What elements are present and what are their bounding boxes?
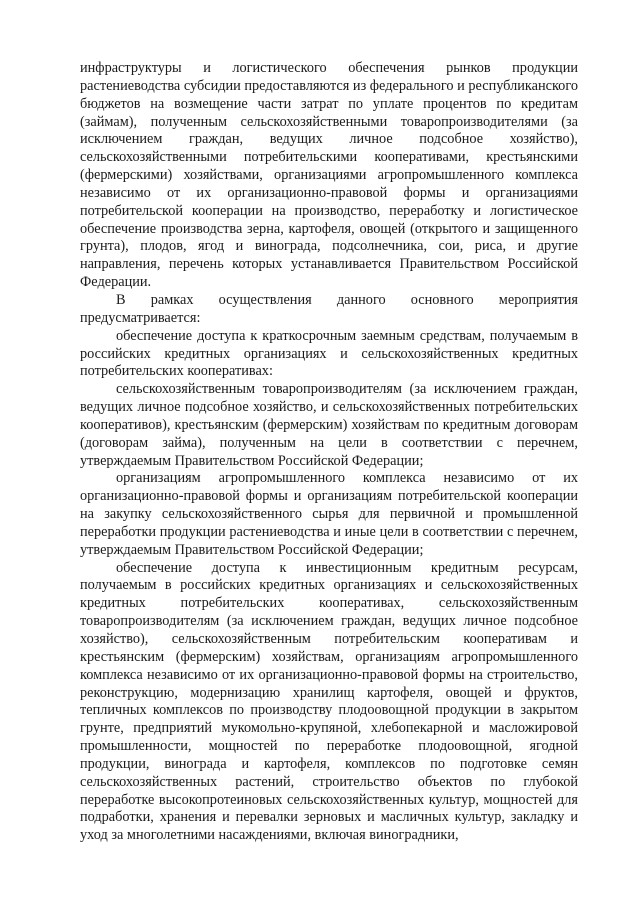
paragraph-2: В рамках осуществления данного основного мероприятия предусматривается:: [80, 291, 578, 326]
document-body: [80, 60, 578, 845]
paragraph-1: инфраструктуры и логистического обеспечения рынков продукции растениеводства субсидии предоставляются из федерального и республиканского бюджетов на возмещение части затрат по уплате процентов по кредитам (займам), полученным сельскохозяйственными товаропроизводителями (за исключением граждан, ведущих личное подсобное хозяйство), сельскохозяйственными потребительскими кооперативами, крестьянскими (фермерскими) хозяйствами, организациями агропромышленного комплекса независимо от их организационно-правовой формы и организациями потребительской кооперации на производство, переработку и логистическое обеспечение производства зерна, картофеля, овощей (открытого и защищенного грунта), плодов, ягод и винограда, подсолнечника, сои, риса, и другие направления, перечень которых устанавливается Правительством Российской Федерации.: [80, 60, 578, 291]
paragraph-5: организациям агропромышленного комплекса независимо от их организационно-правовой формы и организациям потребительской кооперации на закупку сельскохозяйственного сырья для первичной и промышленной переработки продукции растениеводства и иные цели в соответствии с перечнем, утверждаемым Правительством Российской Федерации;: [80, 470, 578, 558]
paragraph-6: обеспечение доступа к инвестиционным кредитным ресурсам, получаемым в российских кредитных организациях и сельскохозяйственных кредитных потребительских кооперативах, сельскохозяйственным товаропроизводителям (за исключением граждан, ведущих личное подсобное хозяйство), сельскохозяйственным потребительским кооперативам и крестьянским (фермерским) хозяйствам, организациям агропромышленного комплекса независимо от их организационно-правовой формы на строительство, реконструкцию, модернизацию хранилищ картофеля, овощей и фруктов, тепличных комплексов по производству плодоовощной продукции в закрытом грунте, предприятий мукомольно-крупяной, хлебопекарной и масложировой промышленности, мощностей по переработке плодоовощной, ягодной продукции, винограда и картофеля, комплексов по подготовке семян сельскохозяйственных растений, строительство объектов по глубокой переработке высокопротеиновых сельскохозяйственных культур, мощностей для подработки, хранения и перевалки зерновых и масличных культур, закладку и уход за многолетними насаждениями, включая виноградники,: [80, 559, 578, 844]
paragraph-3: обеспечение доступа к краткосрочным заемным средствам, получаемым в российских кредитных организациях и сельскохозяйственных кредитных потребительских кооперативах:: [80, 327, 578, 380]
paragraph-4: сельскохозяйственным товаропроизводителям (за исключением граждан, ведущих личное подсобное хозяйство, и сельскохозяйственных потребительских кооперативов), крестьянским (фермерским) хозяйствам по кредитным договорам (договорам займа), полученным на цели в соответствии с перечнем, утверждаемым Правительством Российской Федерации;: [80, 381, 578, 469]
